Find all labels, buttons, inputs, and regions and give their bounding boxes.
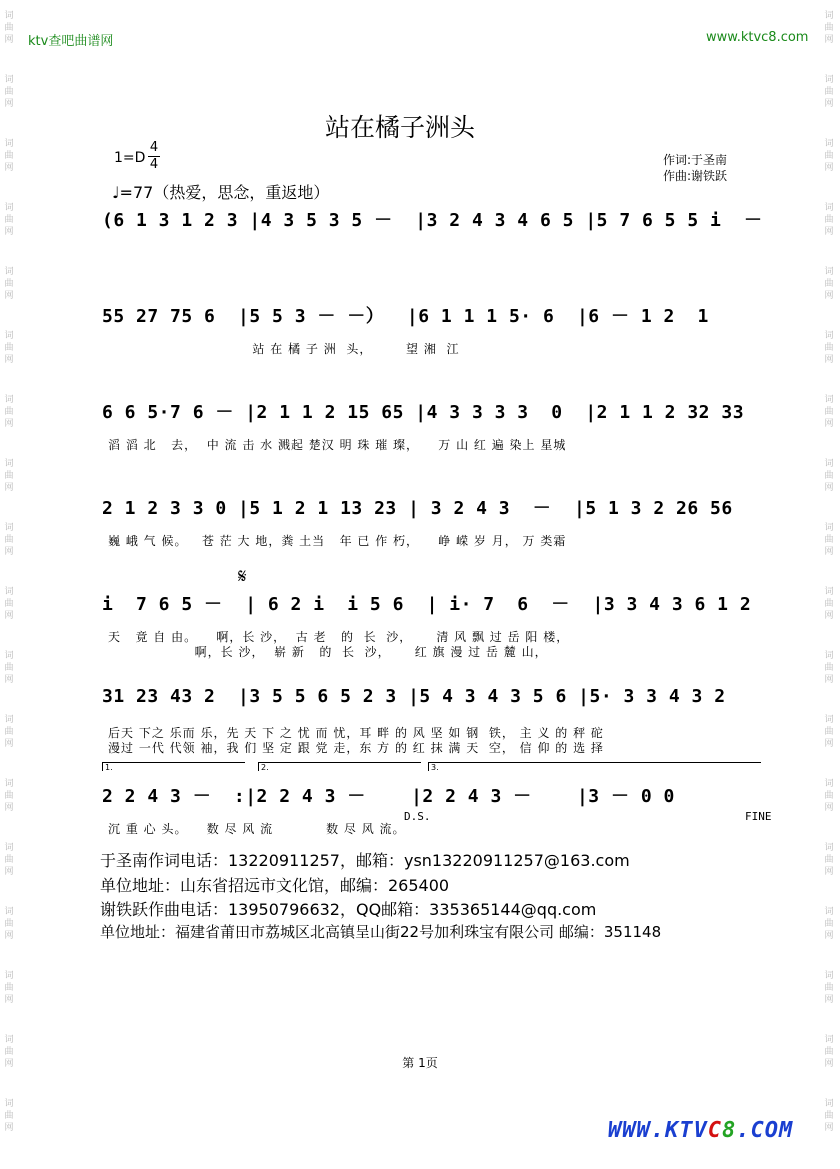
- lyric-line: 天 竟 自 由。 啊，长 沙， 古 老 的 长 沙， 清 风 飘 过 岳 阳 楼，: [108, 630, 570, 644]
- key-signature: 1=D: [114, 150, 146, 166]
- score-row-4: [100, 494, 770, 554]
- score-row-6: [100, 686, 770, 755]
- left-watermark-column: 词曲网 词曲网 词曲网 词曲网 词曲网 词曲网 词曲网 词曲网 词曲网 词曲网 词曲网 词曲网 词曲网 词曲网 词曲网 词曲网 词曲网 词曲网: [4, 11, 14, 1133]
- time-sig-bottom: 4: [149, 157, 159, 172]
- segno-icon: 𝄋: [238, 564, 247, 588]
- lyric-line: 站 在 橘 子 洲 头， 望 湘 江: [108, 342, 460, 356]
- credits: [663, 152, 727, 184]
- notes-line: 31 23 43 2 |3 5 5 6 5 2 3 |5 4 3 4 3 5 6 |5· 3 3 4 3 2: [102, 686, 726, 707]
- quarter-note-icon: ♩: [112, 183, 120, 202]
- notes-line: i 7 6 5 － | 6 2 i i 5 6 | i· 7 6 － |3 3 4 3 6 1 2: [102, 594, 752, 615]
- tempo-marking: [112, 180, 329, 203]
- lyric-line-2: 漫过 一代 代领 袖，我 们 坚 定 跟 党 走，东 方 的 红 抹 满 天 空， 信 仰 的 选 择: [108, 741, 604, 755]
- site-logo: WWW.KTVC8.COM: [608, 1118, 794, 1143]
- right-site-link[interactable]: www.ktvc8.com: [706, 30, 809, 45]
- time-sig-top: 4: [149, 140, 159, 155]
- left-site-link[interactable]: ktv查吧曲谱网: [28, 34, 114, 49]
- page-number: 第 1页: [402, 1056, 438, 1070]
- tempo-text: =77（热爱，思念，重返地）: [119, 183, 330, 202]
- volta-2: 2.: [258, 762, 421, 771]
- lyric-line: 沉 重 心 头。 数 尽 风 流 数 尽 风 流。: [108, 822, 406, 836]
- lyric-line: 滔 滔 北 去， 中 流 击 水 溅起 楚汉 明 珠 璀 璨， 万 山 红 遍 染上 星城: [108, 438, 567, 452]
- fine-marking: FINE: [745, 810, 772, 823]
- score-row-5: [100, 590, 770, 659]
- notes-line: 2 2 4 3 － :|2 2 4 3 － |2 2 4 3 － |3 － 0 0: [102, 786, 675, 807]
- contact-lyricist: 于圣南作词电话：13220911257，邮箱：ysn13220911257@163.com: [100, 851, 630, 870]
- lyric-line: 后天 下之 乐而 乐，先 天 下 之 忧 而 忧，耳 畔 的 风 坚 如 钢 铁， 主 义 的 秤 砣: [108, 726, 604, 740]
- notes-line: (6 1 3 1 2 3 |4 3 5 3 5 － |3 2 4 3 4 6 5 |5 7 6 5 5 i －: [102, 210, 763, 231]
- score-row-7: [100, 782, 770, 842]
- volta-1: 1.: [102, 762, 245, 771]
- score-row-3: [100, 398, 770, 458]
- song-title: 站在橘子洲头: [324, 113, 475, 142]
- lyric-line-2: 啊，长 沙， 崭 新 的 长 沙， 红 旗 漫 过 岳 麓 山，: [108, 645, 548, 659]
- notes-line: 6 6 5·7 6 － |2 1 1 2 15 65 |4 3 3 3 3 0 |2 1 1 2 32 33: [102, 402, 745, 423]
- notes-line: 2 1 2 3 3 0 |5 1 2 1 13 23 | 3 2 4 3 － |5 1 3 2 26 56: [102, 498, 733, 519]
- lyricist: 作词:于圣南: [663, 153, 728, 167]
- score-row-1: [100, 206, 770, 266]
- score-row-2: [100, 302, 770, 362]
- notes-line: 55 27 75 6 |5 5 3 － －） |6 1 1 1 5· 6 |6 － 1 2 1: [102, 306, 709, 327]
- volta-3: 3.: [428, 762, 761, 771]
- contact-composer-address: 单位地址：福建省莆田市荔城区北高镇呈山街22号加利珠宝有限公司 邮编：351148: [100, 923, 662, 941]
- contact-lyricist-address: 单位地址：山东省招远市文化馆，邮编：265400: [100, 876, 450, 895]
- ds-marking: D.S.: [404, 810, 431, 823]
- time-signature: [148, 140, 160, 173]
- right-watermark-column: 词曲网 词曲网 词曲网 词曲网 词曲网 词曲网 词曲网 词曲网 词曲网 词曲网 词曲网 词曲网 词曲网 词曲网 词曲网 词曲网 词曲网 词曲网: [824, 11, 834, 1133]
- lyric-line: 巍 峨 气 候。 苍 茫 大 地，粪 土当 年 已 作 朽， 峥 嵘 岁 月， 万 类霜: [108, 534, 567, 548]
- composer: 作曲:谢铁跃: [663, 169, 728, 183]
- contact-composer: 谢铁跃作曲电话：13950796632，QQ邮箱：335365144@qq.com: [100, 900, 597, 919]
